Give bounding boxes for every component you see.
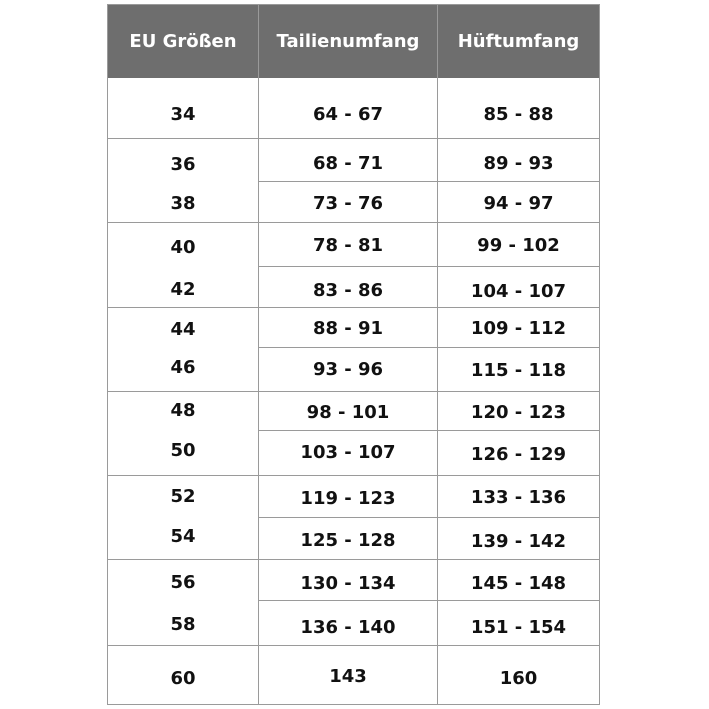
group-divider bbox=[108, 391, 599, 392]
waist-cell: 83 - 86 bbox=[312, 279, 384, 301]
size-cell: 36 bbox=[170, 153, 196, 175]
header-waist: Tailienumfang bbox=[276, 31, 420, 52]
group-divider bbox=[108, 475, 599, 476]
hip-cell: 133 - 136 bbox=[470, 486, 567, 508]
waist-cell: 93 - 96 bbox=[312, 358, 384, 380]
hip-cell: 139 - 142 bbox=[470, 530, 567, 552]
size-cell: 44 bbox=[170, 318, 196, 340]
header-eu-sizes: EU Größen bbox=[129, 31, 237, 52]
group-divider bbox=[108, 222, 599, 223]
size-cell: 54 bbox=[170, 525, 196, 547]
size-cell: 46 bbox=[170, 356, 196, 378]
size-cell: 42 bbox=[170, 278, 196, 300]
waist-cell: 73 - 76 bbox=[312, 192, 384, 214]
hip-cell: 85 - 88 bbox=[483, 103, 554, 125]
hip-cell: 94 - 97 bbox=[483, 192, 554, 214]
size-cell: 56 bbox=[170, 571, 196, 593]
size-cell: 60 bbox=[170, 667, 196, 689]
waist-cell: 68 - 71 bbox=[312, 152, 384, 174]
size-cell: 58 bbox=[170, 613, 196, 635]
inner-row-divider bbox=[258, 517, 599, 518]
size-cell: 40 bbox=[170, 236, 196, 258]
group-divider bbox=[108, 645, 599, 646]
waist-cell: 78 - 81 bbox=[312, 234, 384, 256]
size-cell: 52 bbox=[170, 485, 196, 507]
header-hip: Hüftumfang bbox=[457, 31, 580, 52]
hip-cell: 104 - 107 bbox=[470, 280, 567, 302]
hip-cell: 120 - 123 bbox=[470, 401, 567, 423]
waist-cell: 136 - 140 bbox=[300, 616, 396, 638]
inner-row-divider bbox=[258, 600, 599, 601]
waist-cell: 88 - 91 bbox=[312, 317, 384, 339]
hip-cell: 160 bbox=[499, 667, 538, 689]
size-cell: 38 bbox=[170, 192, 196, 214]
waist-cell: 119 - 123 bbox=[300, 487, 396, 509]
group-divider bbox=[108, 138, 599, 139]
group-divider bbox=[108, 559, 599, 560]
waist-cell: 130 - 134 bbox=[300, 572, 396, 594]
hip-cell: 109 - 112 bbox=[470, 317, 567, 339]
size-cell: 48 bbox=[170, 399, 196, 421]
inner-row-divider bbox=[258, 266, 599, 267]
hip-cell: 126 - 129 bbox=[470, 443, 567, 465]
size-cell: 34 bbox=[170, 103, 196, 125]
waist-cell: 143 bbox=[329, 665, 367, 687]
inner-row-divider bbox=[258, 430, 599, 431]
hip-cell: 89 - 93 bbox=[483, 152, 554, 174]
waist-cell: 98 - 101 bbox=[306, 401, 390, 423]
table-header-row bbox=[108, 5, 599, 78]
inner-row-divider bbox=[258, 347, 599, 348]
inner-row-divider bbox=[258, 181, 599, 182]
waist-cell: 125 - 128 bbox=[300, 529, 396, 551]
hip-cell: 151 - 154 bbox=[470, 616, 567, 638]
waist-cell: 64 - 67 bbox=[312, 103, 384, 125]
size-chart-table bbox=[107, 4, 600, 705]
hip-cell: 115 - 118 bbox=[470, 359, 567, 381]
waist-cell: 103 - 107 bbox=[300, 441, 396, 463]
size-cell: 50 bbox=[170, 439, 196, 461]
hip-cell: 145 - 148 bbox=[470, 572, 567, 594]
hip-cell: 99 - 102 bbox=[477, 234, 560, 256]
group-divider bbox=[108, 307, 599, 308]
